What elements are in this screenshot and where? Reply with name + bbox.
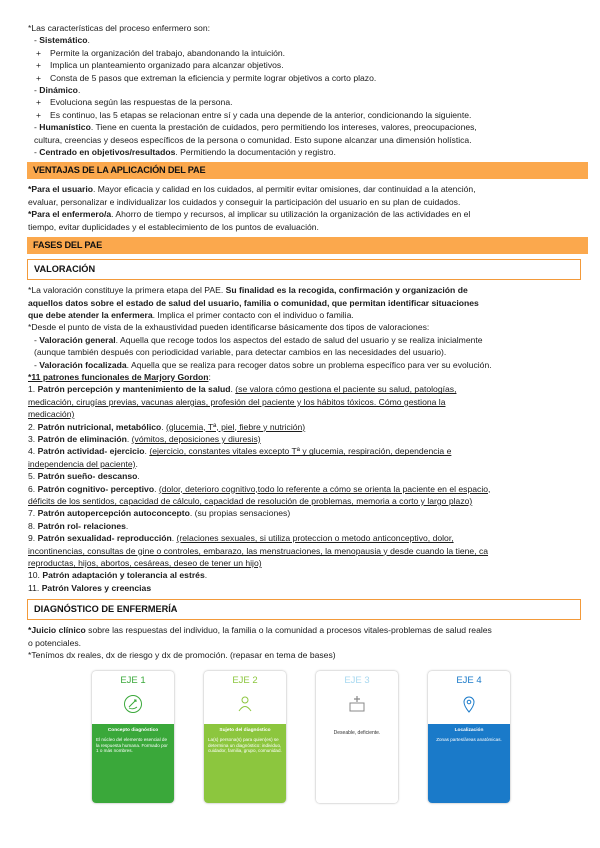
eje-4-head: Localización	[454, 728, 484, 734]
subsection-valoracion: VALORACIÓN	[27, 259, 581, 280]
eje-3-text: Deseable, deficiente.	[333, 730, 381, 737]
sistematico-label: Sistemático	[39, 35, 88, 46]
eje-card-1	[92, 671, 174, 803]
patron-1-2: medicación, cirugías previas, vacunas alergias, profesión del paciente y los hábitos tóxicos. Cómo gestiona la	[28, 396, 446, 407]
patron-4: 4. Patrón actividad- ejercicio. (ejercicio, constantes vitales excepto Tª y glucemia, respiración, dependencia e	[28, 446, 452, 457]
valoracion-focal: - Valoración focalizada. Aquella que se realiza para recoger datos sobre un problema específico para ver su evolución.	[34, 359, 492, 370]
valoracion-p2: *Desde el punto de vista de la exhaustividad pueden identificarse básicamente dos tipos de valoraciones:	[28, 322, 430, 333]
eje-3-title: EJE 3	[344, 675, 370, 687]
dinamico-label: Dinámico	[39, 85, 78, 96]
sistematico-item-1: + Permite la organización del trabajo, abandonando la intuición.	[36, 47, 286, 58]
ventaja-enfermero-2: tiempo, evitar duplicidades y el establecimiento de los puntos de evaluación.	[28, 221, 319, 232]
eje-1-head: Concepto diagnóstico	[107, 728, 159, 734]
location-pin-icon	[459, 694, 479, 714]
eje-2-head: Sujeto del diagnóstico	[219, 728, 271, 734]
person-icon	[235, 694, 255, 714]
patron-4-2: independencia del paciente).	[28, 458, 138, 469]
valoracion-general-2: (aunque también después con periodicidad variable, para detectar cambios en las necesidades del usuario).	[34, 347, 447, 358]
diagnosis-icon	[123, 694, 143, 714]
sistematico-item-2: + Implica un planteamiento organizado para alcanzar objetivos.	[36, 60, 284, 71]
eje-4-title: EJE 4	[456, 675, 482, 687]
ventaja-usuario-2: evaluar, personalizar e individualizar los cuidados y conseguir la participación del usuario en su plan de cuidados.	[28, 196, 461, 207]
ejes-figure	[28, 671, 588, 803]
humanistico-line: - Humanístico. Tiene en cuenta la prestación de cuidados, pero permitiendo los intereses, valores, preocupaciones,	[34, 122, 477, 133]
subsection-diagnostico: DIAGNÓSTICO DE ENFERMERÍA	[27, 599, 581, 620]
patron-6-2: déficits de los sentidos, capacidad de cálculo, capacidad de resolución de problemas, memoria a corto y largo plazo)	[28, 496, 473, 506]
eje-1-text: El núcleo del elemento esencial de la respuesta humana. Formado por 1 o más nombres.	[96, 737, 168, 754]
patron-8: 8. Patrón rol- relaciones.	[28, 520, 129, 531]
eje-1-title: EJE 1	[120, 675, 146, 687]
sistematico-line: - Sistemático.	[34, 35, 90, 46]
patron-1-3: medicación)	[28, 409, 75, 420]
eje-2-title: EJE 2	[232, 675, 258, 687]
ventaja-enfermero: *Para el enfermero/a. Ahorro de tiempo y recursos, al implicar su utilización la organización de las actividades en el	[28, 209, 471, 220]
humanistico-line-2: cultura, creencias y deseos específicos de la persona o comunidad. Esto supone alcanzar una dimensión holística.	[34, 134, 472, 145]
patron-7: 7. Patrón autopercepción autoconcepto. (su propias sensaciones)	[28, 508, 291, 519]
eje-4-body	[428, 724, 510, 803]
patron-9: 9. Patrón sexualidad- reproducción. (relaciones sexuales, si utiliza proteccion o metodo anticonceptivo, dolor,	[28, 533, 454, 544]
dinamico-item-1: + Evoluciona según las respuestas de la persona.	[36, 97, 233, 108]
patron-2: 2. Patrón nutricional, metabólico. (glucemia, Tª, piel, fiebre y nutrición)	[28, 421, 306, 432]
intro-line: *Las características del proceso enfermero son:	[28, 23, 210, 33]
eje-card-3	[316, 671, 398, 803]
patron-9-3: reproductas, hijos, abortos, cesáreas, deseo de tener un hijo)	[28, 558, 262, 569]
diagnostico-juicio: *Juicio clínico sobre las respuestas del individuo, la familia o la comunidad a procesos vitales-problemas de salud reales	[28, 625, 492, 636]
medical-cross-icon	[347, 694, 367, 714]
centrado-line: - Centrado en objetivos/resultados. Permitiendo la documentación y registro.	[34, 147, 336, 158]
valoracion-p1: *La valoración constituye la primera etapa del PAE. Su finalidad es la recogida, confirmación y organización de	[28, 285, 468, 296]
patron-1: 1. Patrón percepción y mantenimiento de la salud. (se valora cómo gestiona el paciente su salud, patologías,	[28, 384, 457, 395]
humanistico-label: Humanístico	[39, 122, 91, 133]
eje-2-body	[204, 724, 286, 803]
diagnostico-tipos: *Tenímos dx reales, dx de riesgo y dx de promoción. (repasar en tema de bases)	[28, 650, 336, 661]
eje-3-body	[316, 724, 398, 803]
valoracion-p1-3: que debe atender la enfermera. Implica el primer contacto con el individuo o familia.	[28, 309, 354, 320]
patron-6: 6. Patrón cognitivo- perceptivo. (dolor, deterioro cognitivo,todo lo referente a cómo se orienta la paciente en el espacio,	[28, 483, 491, 494]
dinamico-line: - Dinámico.	[34, 85, 81, 96]
patron-10: 10. Patrón adaptación y tolerancia al estrés.	[28, 570, 208, 581]
centrado-label: Centrado en objetivos/resultados	[39, 147, 176, 158]
patron-5: 5. Patrón sueño- descanso.	[28, 471, 140, 482]
eje-card-4	[428, 671, 510, 803]
sistematico-item-3: + Consta de 5 pasos que extreman la eficiencia y permite lograr objetivos a corto plazo.	[36, 72, 377, 83]
eje-4-text: Zonas partes/áreas anatómicas.	[436, 737, 502, 743]
diagnostico-juicio-2: o potenciales.	[28, 637, 82, 648]
section-ventajas: VENTAJAS DE LA APLICACIÓN DEL PAE	[27, 162, 588, 179]
section-fases: FASES DEL PAE	[27, 237, 588, 254]
valoracion-p1-2: aquellos datos sobre el estado de salud del usuario, familia o comunidad, que permitan identificar situaciones	[28, 297, 479, 308]
eje-1-body	[92, 724, 174, 803]
dinamico-item-2: + Es continuo, las 5 etapas se relacionan entre sí y cada una depende de la anterior, condicionando la siguiente.	[36, 109, 472, 120]
patron-9-2: incontinencias, consultas de gine o controles, embarazo, las menstruaciones, la menopausia y desde cuando la tiene, ca	[28, 545, 489, 556]
eje-2-text: La(s) persona(s) para quien(es) se determina un diagnóstico: individuo, cuidador, familia, grupo, comunidad.	[208, 737, 282, 754]
patron-11: 11. Patrón Valores y creencias	[28, 582, 152, 593]
patron-3: 3. Patrón de eliminación. (vómitos, deposiciones y diuresis)	[28, 433, 261, 444]
ventaja-usuario: *Para el usuario. Mayor eficacia y calidad en los cuidados, al permitir evitar omisiones, dar continuidad a la atención,	[28, 184, 476, 195]
valoracion-general: - Valoración general. Aquella que recoge todos los aspectos del estado de salud del usuario y se realiza inicialmente	[34, 334, 483, 345]
eje-card-2	[204, 671, 286, 803]
patrones-title: *11 patrones funcionales de Marjory Gordon:	[28, 371, 211, 382]
